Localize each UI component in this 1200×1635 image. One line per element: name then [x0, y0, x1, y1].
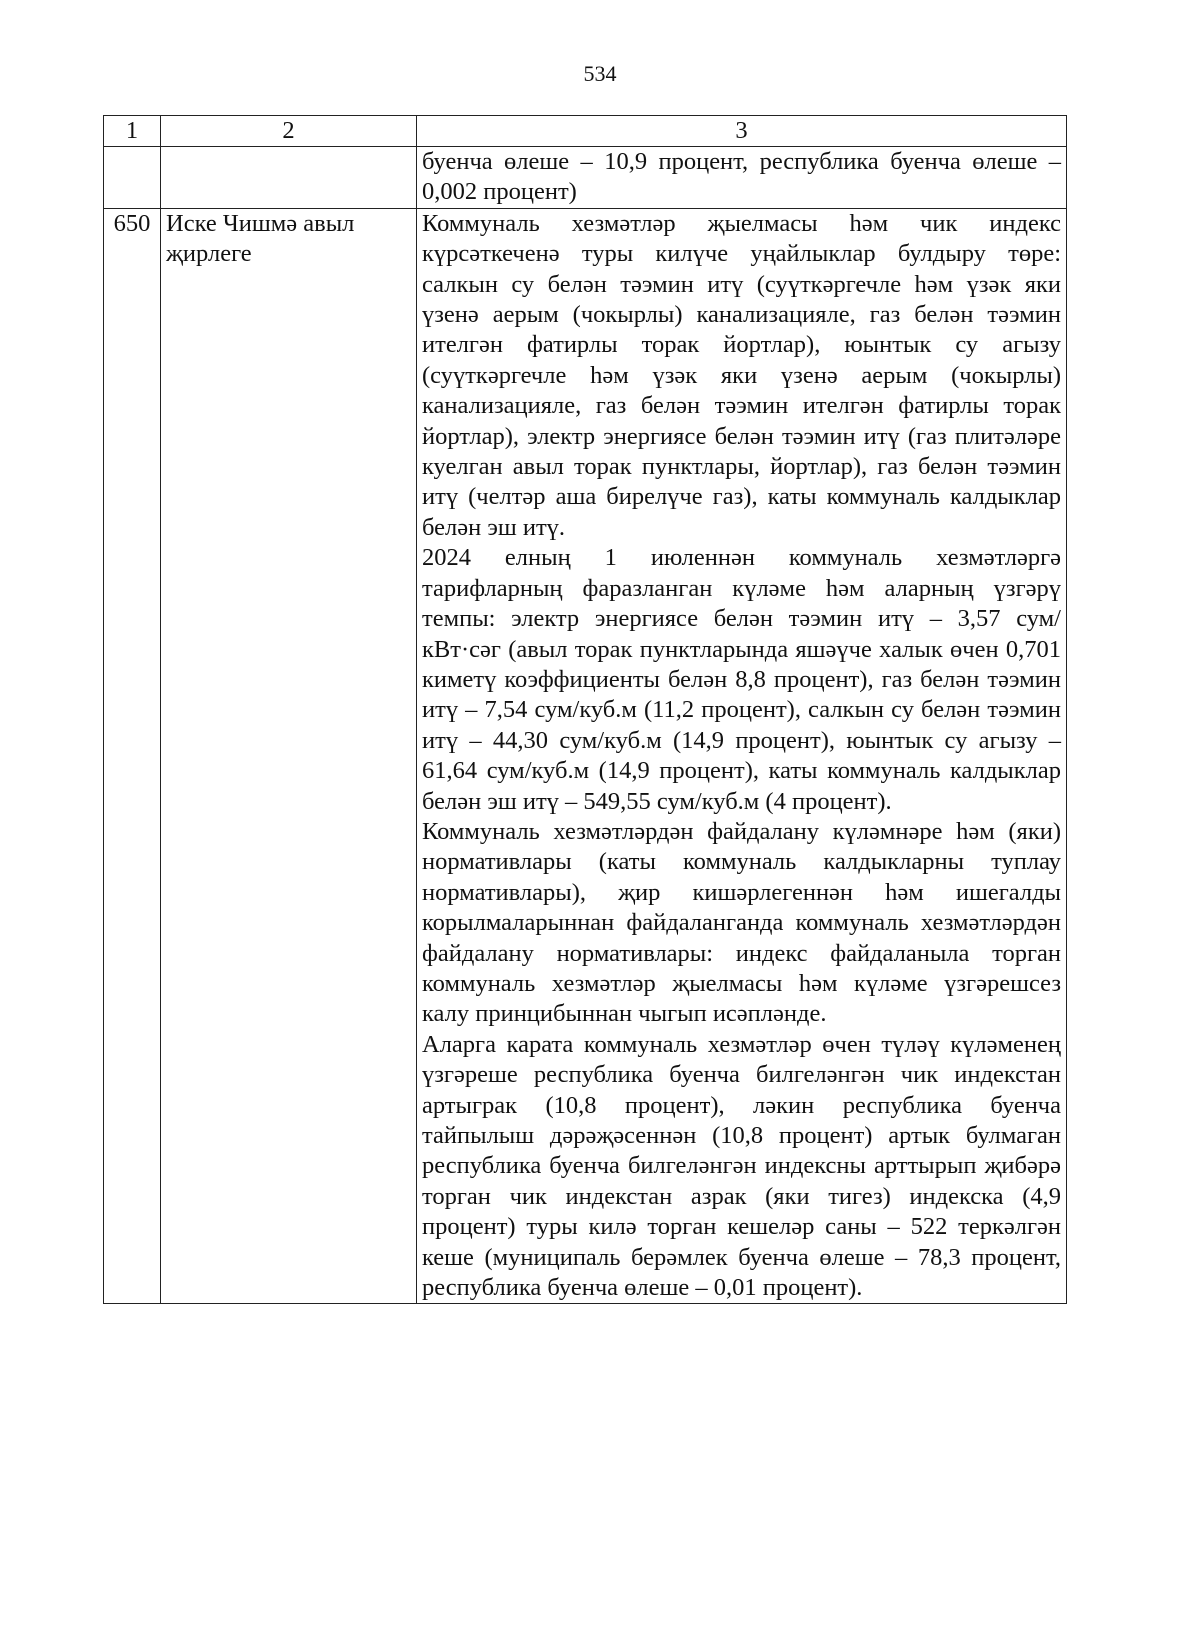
continuation-text: буенча өлеше – 10,9 процент, республика буенча өлеше – 0,002 процент) — [422, 148, 1061, 206]
continuation-cell-1 — [104, 147, 161, 209]
table-header-row — [104, 116, 1067, 147]
paragraph-4: Аларга карата коммуналь хезмәтләр өчен түләү күләменең үзгәреше республика буенча билгеләнгән чик индекстан артыграк (10,8 процент), ләкин республика буенча тайпылыш дәрәҗәсеннән (10,8 процент) артык булмаган республика буенча билгеләнгән индексны арттырып җибәрә торган чик индекстан азрак (яки тигез) индекска (4,9 процент) туры килә торган кешеләр саны – 522 теркәлгән кеше (муниципаль берәмлек буенча өлеше – 78,3 процент, республика буенча өлеше – 0,01 процент). — [422, 1030, 1061, 1302]
row-name: Иске Чишмә авыл җирлеге — [161, 208, 417, 1304]
continuation-cell-3 — [417, 147, 1067, 209]
continuation-cell-2 — [161, 147, 417, 209]
document-table — [103, 115, 1067, 1304]
row-number: 650 — [104, 208, 161, 1304]
paragraph-3: Коммуналь хезмәтләрдән файдалану күләмнәре һәм (яки) нормативлары (каты коммуналь калдыкларны туплау нормативлары), җир кишәрлегеннән һәм ишегалды корылмаларыннан файдаланганда коммуналь хезмәтләрдән файдалану нормативлары: индекс файдаланыла торган коммуналь хезмәтләр җыелмасы һәм күләме үзгәрешсез калу принцибыннан чыгып исәпләнде. — [422, 817, 1061, 1028]
continuation-row — [104, 147, 1067, 209]
row-description — [417, 208, 1067, 1304]
page-number: 534 — [583, 61, 617, 86]
column-header-1: 1 — [104, 116, 161, 147]
table-row — [104, 208, 1067, 1304]
paragraph-1: Коммуналь хезмәтләр җыелмасы һәм чик индекс күрсәткеченә туры килүче уңайлыклар булдыру төре: салкын су белән тәэмин итү (суүткәргечле һәм үзәк яки үзенә аерым (чокырлы) канализацияле, газ белән тәэмин ителгән фатирлы торак йортлар), юынтык су агызу (суүткәргечле һәм үзәк яки үзенә аерым (чокырлы) канализацияле, газ белән тәэмин ителгән фатирлы торак йортлар), электр энергиясе белән тәэмин итү (газ плитәләре куелган авыл торак пунктлары, йортлар), газ белән тәэмин итү (челтәр аша бирелүче газ), каты коммуналь калдыклар белән эш итү. — [422, 209, 1061, 541]
column-header-3: 3 — [417, 116, 1067, 147]
column-header-2: 2 — [161, 116, 417, 147]
paragraph-2: 2024 елның 1 июленнән коммуналь хезмәтләргә тарифларның фаразланган күләме һәм аларның үзгәрү темпы: электр энергиясе белән тәэмин итү – 3,57 сум/кВт·сәг (авыл торак пунктларында яшәүче халык өчен 0,701 киметү коэффициенты белән 8,8 процент), газ белән тәэмин итү – 7,54 сум/куб.м (11,2 процент), салкын су белән тәэмин итү – 44,30 сум/куб.м (14,9 процент), юынтык су агызу – 61,64 сум/куб.м (14,9 процент), каты коммуналь калдыклар белән эш итү – 549,55 сум/куб.м (4 процент). — [422, 544, 1061, 815]
